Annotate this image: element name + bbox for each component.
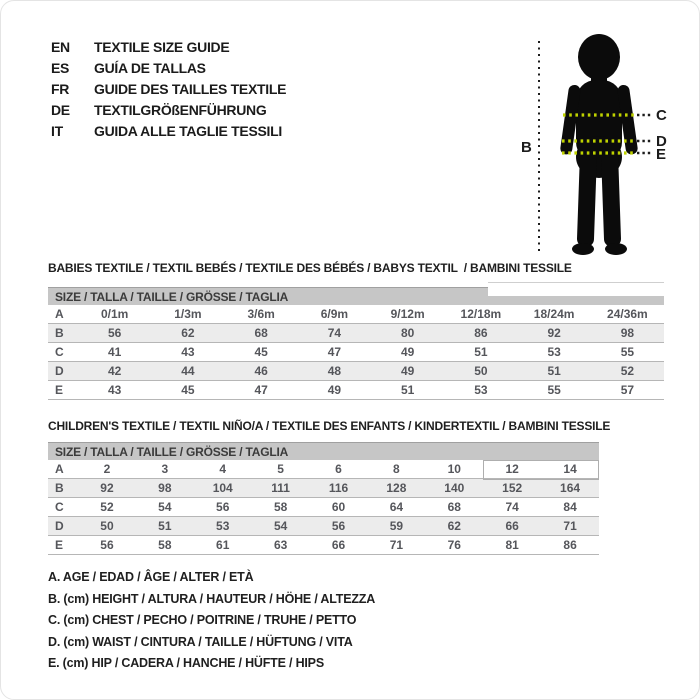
child-figure-svg: [504, 21, 694, 266]
legend: [48, 567, 375, 675]
size-value: 92: [547, 326, 561, 340]
size-value: 71: [563, 519, 577, 533]
language-row: [51, 99, 286, 120]
language-code: ES: [51, 59, 70, 76]
figure-label-height: B: [521, 139, 532, 156]
size-value: 53: [547, 345, 561, 359]
size-value: 51: [400, 383, 415, 397]
size-value: 57: [620, 383, 635, 397]
row-label: A: [55, 307, 64, 321]
language-row: [51, 120, 286, 141]
size-value: 3/6m: [247, 307, 275, 321]
size-value: 53: [216, 519, 230, 533]
size-value: 111: [271, 481, 290, 495]
size-value: 68: [447, 500, 461, 514]
size-value: 66: [331, 538, 346, 552]
size-value: 81: [505, 538, 519, 552]
children-size-table: [48, 442, 599, 555]
size-value: 48: [327, 364, 342, 378]
size-value: 46: [254, 364, 268, 378]
size-value: 71: [389, 538, 404, 552]
size-value: 55: [620, 345, 635, 359]
figure-label-hip: E: [656, 146, 667, 163]
size-value: 59: [389, 519, 404, 533]
size-value: 164: [560, 481, 581, 495]
language-row: [51, 57, 286, 78]
legend-line: E. (cm) HIP / CADERA / HANCHE / HÜFTE / HIPS: [48, 656, 324, 670]
size-value: 8: [393, 462, 400, 476]
row-label: C: [55, 345, 64, 359]
babies-size-header: SIZE / TALLA / TAILLE / GRÖSSE / TAGLIA: [48, 287, 664, 305]
language-row: [51, 78, 286, 99]
size-value: 44: [181, 364, 195, 378]
size-value: 56: [331, 519, 346, 533]
row-label: B: [55, 326, 64, 340]
size-value: 51: [547, 364, 561, 378]
language-row: [51, 36, 286, 57]
size-value: 10: [447, 462, 461, 476]
children-size-header: SIZE / TALLA / TAILLE / GRÖSSE / TAGLIA: [48, 442, 599, 460]
table-row: [48, 498, 599, 517]
size-value: 47: [327, 345, 342, 359]
legend-line: B. (cm) HEIGHT / ALTURA / HAUTEUR / HÖHE / ALTEZZA: [48, 591, 376, 606]
size-value: 12: [505, 462, 519, 476]
language-code: DE: [51, 101, 70, 118]
size-value: 104: [212, 481, 233, 495]
child-measurement-figure: [504, 21, 694, 266]
language-code: FR: [51, 80, 70, 97]
size-value: 116: [328, 481, 349, 495]
size-value: 54: [158, 500, 172, 514]
size-value: 74: [327, 326, 342, 340]
legend-line: D. (cm) WAIST / CINTURA / TAILLE / HÜFTUNG / VITA: [48, 634, 353, 649]
size-value: 1/3m: [174, 307, 202, 321]
table-row: [48, 305, 664, 324]
table-row: [48, 381, 664, 400]
size-value: 3: [161, 462, 169, 476]
size-value: 68: [254, 326, 268, 340]
children-section-title: CHILDREN'S TEXTILE / TEXTIL NIÑO/A / TEXTILE DES ENFANTS / KINDERTEXTIL / BAMBINI TESSILE: [48, 419, 611, 433]
size-value: 52: [620, 364, 635, 378]
size-value: 49: [400, 364, 415, 378]
size-value: 80: [400, 326, 415, 340]
size-value: 63: [273, 538, 288, 552]
size-value: 51: [474, 345, 488, 359]
table-row: [48, 343, 664, 362]
language-title: GUÍA DE TALLAS: [94, 59, 206, 76]
size-value: 2: [103, 462, 111, 476]
babies-size-table: [48, 287, 664, 400]
size-value: 5: [277, 462, 284, 476]
table-row: [48, 536, 599, 555]
size-value: 140: [444, 481, 465, 495]
size-value: 98: [620, 326, 635, 340]
row-label: E: [55, 538, 64, 552]
size-value: 4: [219, 462, 227, 476]
size-value: 49: [327, 383, 342, 397]
size-value: 18/24m: [533, 307, 575, 321]
size-value: 49: [400, 345, 415, 359]
figure-label-chest: C: [656, 107, 667, 124]
size-value: 56: [107, 326, 122, 340]
row-label: C: [55, 500, 64, 514]
size-value: 53: [474, 383, 488, 397]
size-value: 45: [181, 383, 195, 397]
size-value: 60: [331, 500, 346, 514]
size-value: 41: [107, 345, 122, 359]
row-label: D: [55, 519, 64, 533]
language-title: TEXTILGRÖßENFÜHRUNG: [94, 101, 267, 118]
size-value: 98: [158, 481, 172, 495]
size-value: 84: [563, 500, 577, 514]
language-title: GUIDE DES TAILLES TEXTILE: [94, 80, 287, 97]
size-value: 42: [107, 364, 122, 378]
legend-line: A. AGE / EDAD / ÂGE / ALTER / ETÀ: [48, 570, 254, 584]
size-value: 52: [100, 500, 114, 514]
size-value: 128: [386, 481, 407, 495]
language-list: [51, 36, 286, 141]
size-value: 6/9m: [320, 307, 349, 321]
size-value: 76: [447, 538, 461, 552]
size-value: 9/12m: [390, 307, 425, 321]
size-value: 43: [107, 383, 122, 397]
table-row: [48, 324, 664, 343]
size-value: 51: [158, 519, 172, 533]
size-value: 56: [100, 538, 114, 552]
size-value: 62: [447, 519, 461, 533]
babies-section: [48, 262, 664, 400]
size-value: 50: [100, 519, 114, 533]
size-value: 43: [181, 345, 195, 359]
size-value: 47: [254, 383, 268, 397]
size-value: 62: [181, 326, 195, 340]
language-code: IT: [51, 122, 63, 139]
size-value: 58: [158, 538, 172, 552]
legend-line: C. (cm) CHEST / PECHO / POITRINE / TRUHE / PETTO: [48, 613, 357, 627]
size-value: 6: [335, 462, 342, 476]
size-value: 0/1m: [100, 307, 129, 321]
size-value: 92: [100, 481, 114, 495]
row-label: E: [55, 383, 64, 397]
size-value: 58: [273, 500, 288, 514]
size-value: 64: [389, 500, 404, 514]
size-value: 74: [505, 500, 519, 514]
row-label: D: [55, 364, 64, 378]
table-row: [48, 362, 664, 381]
size-value: 66: [505, 519, 519, 533]
size-value: 45: [254, 345, 268, 359]
language-title: GUIDA ALLE TAGLIE TESSILI: [94, 122, 282, 139]
table-row: [48, 460, 599, 479]
size-value: 86: [474, 326, 488, 340]
size-value: 55: [547, 383, 561, 397]
children-section: [48, 419, 611, 555]
size-value: 152: [502, 481, 523, 495]
header-highlight-notch: [488, 282, 664, 296]
child-silhouette: [560, 34, 639, 255]
table-row: [48, 517, 599, 536]
size-value: 24/36m: [607, 307, 648, 321]
size-value: 61: [216, 538, 230, 552]
language-code: EN: [51, 38, 70, 55]
size-value: 86: [563, 538, 577, 552]
babies-section-title: BABIES TEXTILE / TEXTIL BEBÉS / TEXTILE DES BÉBÉS / BABYS TEXTIL / BAMBINI TESSILE: [48, 261, 572, 275]
table-row: [48, 479, 599, 498]
language-title: TEXTILE SIZE GUIDE: [94, 38, 230, 55]
figure-label-waist: D: [656, 133, 667, 150]
size-value: 56: [216, 500, 230, 514]
row-label: A: [55, 462, 64, 476]
size-value: 50: [474, 364, 488, 378]
size-value: 54: [273, 519, 288, 533]
row-label: B: [55, 481, 64, 495]
size-value: 12/18m: [460, 307, 502, 321]
size-value: 14: [563, 462, 577, 476]
